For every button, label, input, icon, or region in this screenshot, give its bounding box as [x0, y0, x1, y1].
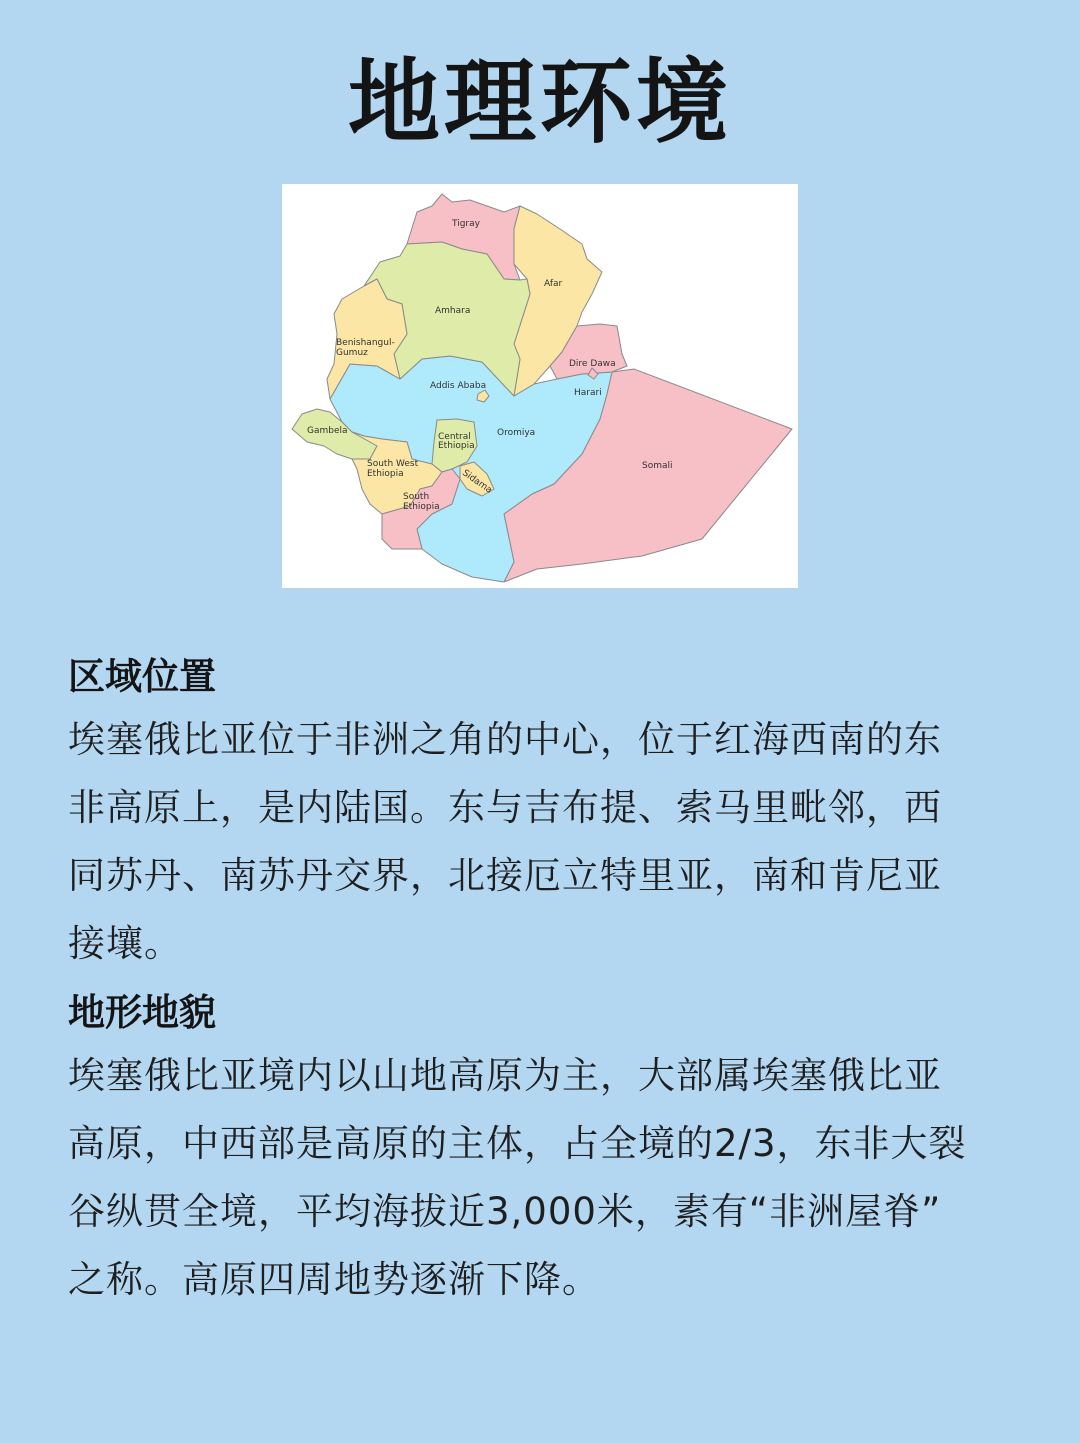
label-benishangul-line1: Benishangul- — [336, 338, 395, 348]
section-heading: 地形地貌 — [68, 991, 216, 1034]
paragraph-line: 非高原上，是内陆国。东与吉布提、索马里毗邻，西 — [68, 786, 942, 829]
section-location — [68, 648, 1018, 978]
page-title: 地理环境 — [347, 49, 732, 156]
ethiopia-regions-map — [282, 184, 798, 588]
paragraph-line: 接壤。 — [68, 922, 182, 965]
paragraph-line: 之称。高原四周地势逐渐下降。 — [68, 1258, 600, 1301]
label-amhara: Amhara — [435, 306, 471, 316]
paragraph-line: 埃塞俄比亚位于非洲之角的中心，位于红海西南的东 — [68, 718, 942, 761]
section-terrain — [68, 984, 1018, 1314]
label-south-ethiopia-line2: Ethiopia — [403, 502, 440, 512]
label-benishangul-line2: Gumuz — [336, 348, 368, 358]
label-afar: Afar — [544, 279, 563, 289]
label-south-ethiopia-line1: South — [403, 492, 430, 502]
label-gambela: Gambela — [307, 426, 348, 436]
label-harari: Harari — [574, 388, 602, 398]
label-central-ethiopia-line2: Ethiopia — [438, 441, 475, 451]
label-tigray: Tigray — [452, 219, 480, 229]
content-area — [68, 648, 1018, 1314]
label-somali: Somali — [642, 461, 673, 471]
label-central-ethiopia-line1: Central — [438, 432, 471, 442]
label-oromiya: Oromiya — [497, 428, 536, 438]
label-addis-ababa: Addis Ababa — [430, 381, 487, 391]
label-south-west-ethiopia-line1: South West — [367, 459, 419, 469]
map-svg — [282, 184, 798, 588]
label-sidama: Sidama — [460, 468, 494, 496]
label-south-west-ethiopia-line2: Ethiopia — [367, 469, 404, 479]
paragraph-line: 高原，中西部是高原的主体，占全境的2/3，东非大裂 — [68, 1122, 967, 1165]
section-heading: 区域位置 — [68, 655, 216, 698]
paragraph-line: 同苏丹、南苏丹交界，北接厄立特里亚，南和肯尼亚 — [68, 854, 942, 897]
label-dire-dawa: Dire Dawa — [569, 359, 616, 369]
paragraph-line: 谷纵贯全境，平均海拔近3,000米，素有“非洲屋脊” — [68, 1190, 942, 1233]
paragraph-line: 埃塞俄比亚境内以山地高原为主，大部属埃塞俄比亚 — [68, 1054, 942, 1097]
